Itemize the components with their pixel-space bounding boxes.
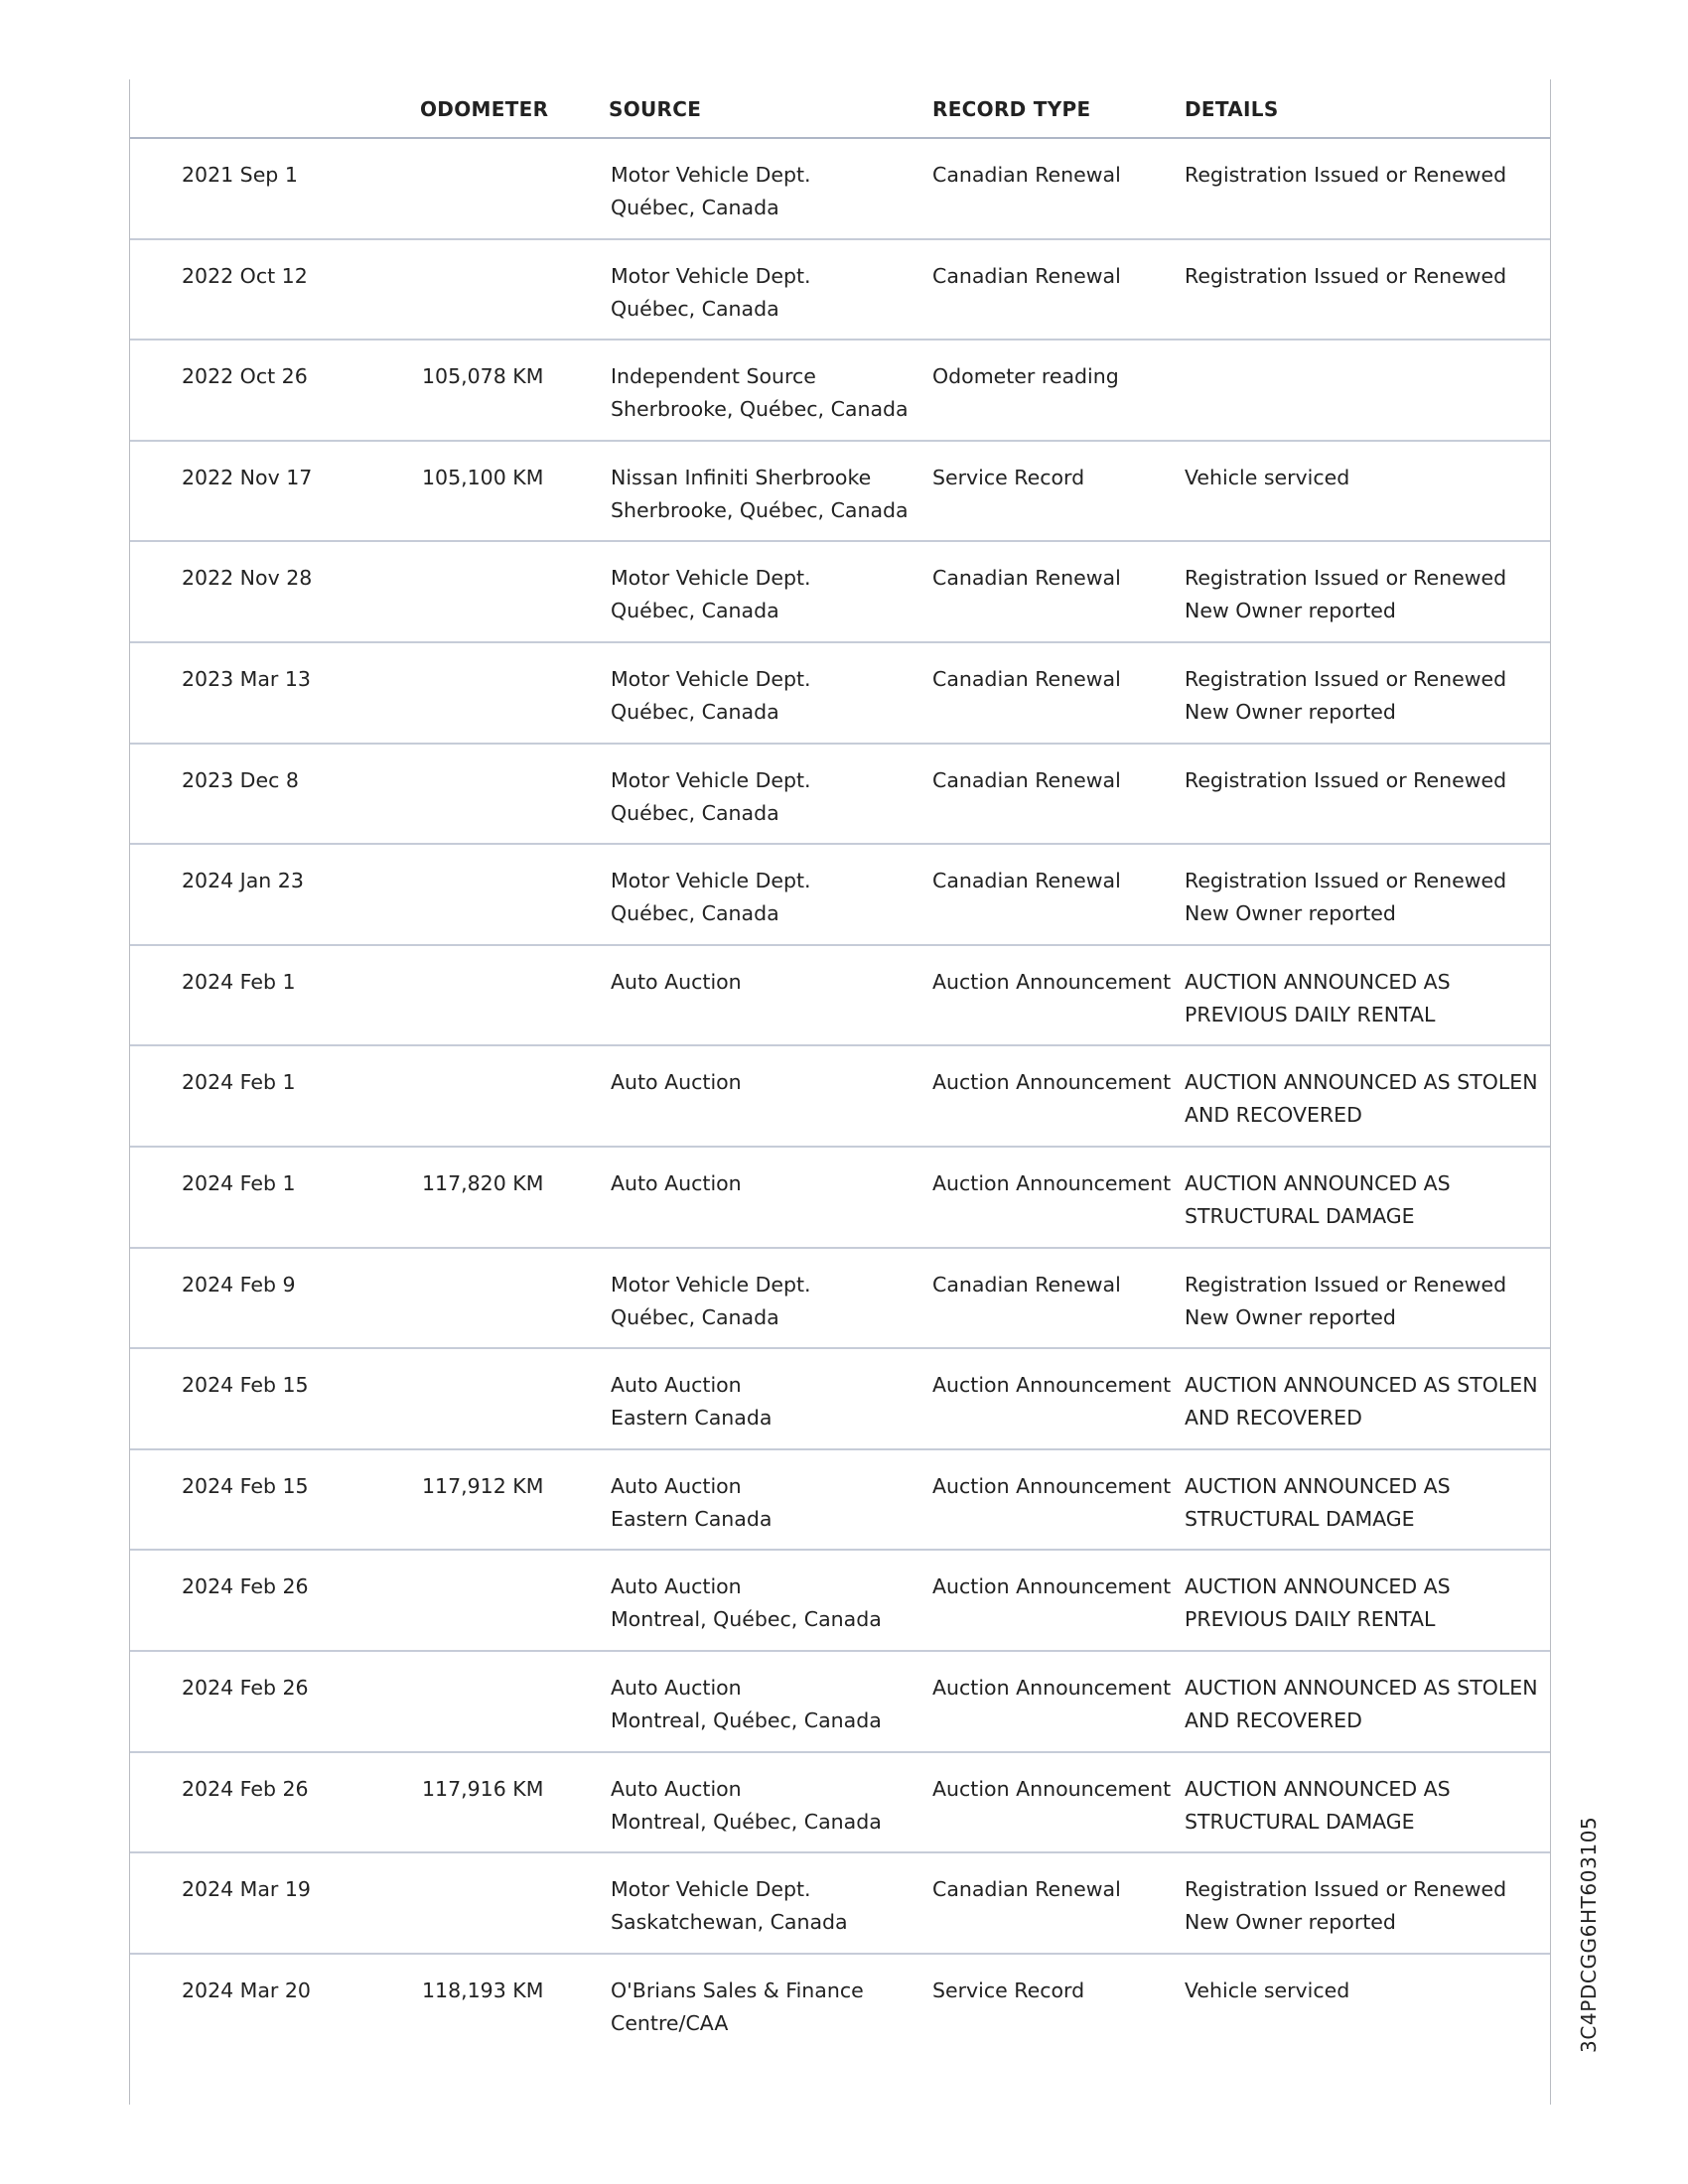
details-line: AUCTION ANNOUNCED AS (1185, 1170, 1451, 1195)
details-line: Registration Issued or Renewed (1185, 566, 1507, 591)
row-details (1185, 1470, 1451, 1536)
details-line: AUCTION ANNOUNCED AS STOLEN (1185, 1675, 1538, 1700)
details-line: New Owner reported (1185, 901, 1396, 926)
source-line: Sherbrooke, Québec, Canada (611, 397, 909, 422)
source-line: Nissan Infiniti Sherbrooke (611, 465, 872, 489)
source-line: Montreal, Québec, Canada (611, 1809, 882, 1834)
row-source (611, 865, 811, 930)
row-date: 2021 Sep 1 (182, 163, 298, 187)
row-date: 2023 Mar 13 (182, 666, 311, 691)
table-row (130, 1249, 1550, 1350)
row-details (1185, 1873, 1506, 1939)
row-date: 2024 Feb 1 (182, 1170, 296, 1195)
source-line: Motor Vehicle Dept. (611, 1272, 811, 1297)
row-date: 2022 Nov 28 (182, 566, 313, 591)
row-source (611, 462, 909, 527)
source-line: Motor Vehicle Dept. (611, 767, 811, 792)
details-line: New Owner reported (1185, 699, 1396, 724)
row-source (611, 1873, 848, 1939)
source-line: Motor Vehicle Dept. (611, 263, 811, 288)
row-source (611, 360, 909, 426)
row-date: 2023 Dec 8 (182, 767, 299, 792)
table-row (130, 341, 1550, 442)
row-details (1185, 966, 1451, 1031)
row-date: 2024 Feb 9 (182, 1272, 296, 1297)
row-details (1185, 1773, 1451, 1839)
source-line: Québec, Canada (611, 901, 779, 926)
row-record-type: Auction Announcement (932, 969, 1172, 994)
details-line: AND RECOVERED (1185, 1103, 1362, 1128)
source-line: Eastern Canada (611, 1406, 773, 1431)
details-line: New Owner reported (1185, 1304, 1396, 1329)
source-line: O'Brians Sales & Finance (611, 1978, 864, 2002)
header-odometer: ODOMETER (420, 97, 549, 121)
row-record-type: Canadian Renewal (932, 1272, 1121, 1297)
table-row (130, 442, 1550, 543)
row-date: 2024 Mar 19 (182, 1877, 311, 1902)
row-record-type: Auction Announcement (932, 1070, 1172, 1095)
details-line: STRUCTURAL DAMAGE (1185, 1203, 1415, 1228)
row-record-type: Canadian Renewal (932, 1877, 1121, 1902)
details-line: AUCTION ANNOUNCED AS (1185, 1473, 1451, 1498)
table-row (130, 1046, 1550, 1148)
source-line: Eastern Canada (611, 1506, 773, 1531)
row-source (611, 1773, 882, 1839)
row-record-type: Canadian Renewal (932, 263, 1121, 288)
row-source (611, 764, 811, 830)
row-date: 2024 Jan 23 (182, 869, 304, 893)
details-line: AUCTION ANNOUNCED AS (1185, 969, 1451, 994)
row-source (611, 663, 811, 729)
row-record-type: Canadian Renewal (932, 869, 1121, 893)
row-details (1185, 1369, 1538, 1434)
table-row (130, 643, 1550, 745)
row-record-type: Auction Announcement (932, 1473, 1172, 1498)
source-line: Sherbrooke, Québec, Canada (611, 497, 909, 522)
row-details (1185, 260, 1506, 293)
table-row (130, 946, 1550, 1047)
details-line: PREVIOUS DAILY RENTAL (1185, 1607, 1436, 1632)
row-record-type: Canadian Renewal (932, 666, 1121, 691)
row-date: 2022 Oct 12 (182, 263, 308, 288)
row-date: 2024 Feb 15 (182, 1473, 309, 1498)
history-table (129, 79, 1551, 2105)
details-line: Registration Issued or Renewed (1185, 869, 1507, 893)
details-line: Registration Issued or Renewed (1185, 1272, 1507, 1297)
row-source (611, 1570, 882, 1636)
details-line: Registration Issued or Renewed (1185, 263, 1507, 288)
row-details (1185, 562, 1506, 627)
source-line: Montreal, Québec, Canada (611, 1607, 882, 1632)
table-row (130, 1652, 1550, 1753)
details-line: AND RECOVERED (1185, 1406, 1362, 1431)
row-record-type: Auction Announcement (932, 1675, 1172, 1700)
row-details (1185, 1167, 1451, 1233)
row-details (1185, 1066, 1538, 1132)
details-line: AUCTION ANNOUNCED AS (1185, 1574, 1451, 1599)
details-line: New Owner reported (1185, 599, 1396, 623)
details-line: STRUCTURAL DAMAGE (1185, 1506, 1415, 1531)
source-line: Montreal, Québec, Canada (611, 1707, 882, 1732)
table-row (130, 240, 1550, 341)
details-line: Vehicle serviced (1185, 1978, 1350, 2002)
row-record-type: Auction Announcement (932, 1170, 1172, 1195)
source-line: Auto Auction (611, 1170, 742, 1195)
table-row (130, 1753, 1550, 1854)
source-line: Auto Auction (611, 1070, 742, 1095)
row-odometer: 117,820 KM (422, 1170, 544, 1195)
details-line: Registration Issued or Renewed (1185, 666, 1507, 691)
table-row (130, 1450, 1550, 1552)
row-odometer: 117,912 KM (422, 1473, 544, 1498)
vin-label: 3C4PDCGG6HT603105 (1577, 1816, 1601, 2053)
source-line: Centre/CAA (611, 2010, 729, 2035)
row-source (611, 1269, 811, 1334)
source-line: Auto Auction (611, 1776, 742, 1801)
row-source (611, 1369, 772, 1434)
row-details (1185, 462, 1349, 494)
row-date: 2024 Feb 26 (182, 1574, 309, 1599)
details-line: AND RECOVERED (1185, 1707, 1362, 1732)
source-line: Québec, Canada (611, 699, 779, 724)
source-line: Québec, Canada (611, 1304, 779, 1329)
row-source (611, 1470, 772, 1536)
row-record-type: Auction Announcement (932, 1574, 1172, 1599)
row-record-type: Service Record (932, 465, 1085, 489)
table-row (130, 542, 1550, 643)
row-details (1185, 663, 1506, 729)
row-date: 2024 Feb 1 (182, 969, 296, 994)
source-line: Auto Auction (611, 1675, 742, 1700)
row-record-type: Auction Announcement (932, 1373, 1172, 1398)
row-source (611, 966, 742, 999)
row-source (611, 1066, 742, 1099)
table-body (130, 139, 1550, 2055)
row-details (1185, 1672, 1538, 1737)
row-details (1185, 159, 1506, 192)
table-header (130, 79, 1550, 139)
row-odometer: 118,193 KM (422, 1978, 544, 2002)
source-line: Québec, Canada (611, 800, 779, 825)
row-date: 2022 Nov 17 (182, 465, 313, 489)
header-source: SOURCE (609, 97, 702, 121)
details-line: STRUCTURAL DAMAGE (1185, 1809, 1415, 1834)
row-record-type: Odometer reading (932, 364, 1119, 389)
details-line: AUCTION ANNOUNCED AS STOLEN (1185, 1373, 1538, 1398)
source-line: Auto Auction (611, 969, 742, 994)
row-source (611, 1672, 882, 1737)
row-record-type: Auction Announcement (932, 1776, 1172, 1801)
source-line: Québec, Canada (611, 599, 779, 623)
row-source (611, 159, 811, 224)
row-source (611, 260, 811, 326)
source-line: Auto Auction (611, 1373, 742, 1398)
row-details (1185, 1570, 1451, 1636)
details-line: New Owner reported (1185, 1910, 1396, 1935)
source-line: Motor Vehicle Dept. (611, 163, 811, 187)
row-details (1185, 1269, 1506, 1334)
row-source (611, 1975, 864, 2040)
details-line: AUCTION ANNOUNCED AS STOLEN (1185, 1070, 1538, 1095)
table-row (130, 139, 1550, 240)
details-line: Registration Issued or Renewed (1185, 163, 1507, 187)
table-row (130, 845, 1550, 946)
header-record-type: RECORD TYPE (932, 97, 1091, 121)
source-line: Saskatchewan, Canada (611, 1910, 848, 1935)
details-line: PREVIOUS DAILY RENTAL (1185, 1002, 1436, 1026)
row-record-type: Canadian Renewal (932, 566, 1121, 591)
source-line: Motor Vehicle Dept. (611, 869, 811, 893)
row-date: 2024 Mar 20 (182, 1978, 311, 2002)
row-record-type: Canadian Renewal (932, 163, 1121, 187)
table-row (130, 1349, 1550, 1450)
table-row (130, 1853, 1550, 1955)
row-details (1185, 865, 1506, 930)
source-line: Québec, Canada (611, 196, 779, 219)
row-odometer: 105,100 KM (422, 465, 544, 489)
table-row (130, 1551, 1550, 1652)
row-date: 2024 Feb 26 (182, 1776, 309, 1801)
row-date: 2024 Feb 1 (182, 1070, 296, 1095)
source-line: Independent Source (611, 364, 816, 389)
details-line: Registration Issued or Renewed (1185, 1877, 1507, 1902)
table-row (130, 745, 1550, 846)
row-details (1185, 764, 1506, 797)
source-line: Motor Vehicle Dept. (611, 1877, 811, 1902)
row-odometer: 117,916 KM (422, 1776, 544, 1801)
row-details (1185, 1975, 1349, 2007)
source-line: Motor Vehicle Dept. (611, 666, 811, 691)
details-line: Vehicle serviced (1185, 465, 1350, 489)
source-line: Auto Auction (611, 1473, 742, 1498)
row-date: 2022 Oct 26 (182, 364, 308, 389)
source-line: Motor Vehicle Dept. (611, 566, 811, 591)
row-date: 2024 Feb 15 (182, 1373, 309, 1398)
row-record-type: Canadian Renewal (932, 767, 1121, 792)
row-odometer: 105,078 KM (422, 364, 544, 389)
details-line: AUCTION ANNOUNCED AS (1185, 1776, 1451, 1801)
header-details: DETAILS (1185, 97, 1279, 121)
table-row (130, 1955, 1550, 2056)
source-line: Auto Auction (611, 1574, 742, 1599)
details-line: Registration Issued or Renewed (1185, 767, 1507, 792)
source-line: Québec, Canada (611, 296, 779, 321)
row-record-type: Service Record (932, 1978, 1085, 2002)
row-source (611, 1167, 742, 1200)
row-date: 2024 Feb 26 (182, 1675, 309, 1700)
table-row (130, 1148, 1550, 1249)
row-source (611, 562, 811, 627)
